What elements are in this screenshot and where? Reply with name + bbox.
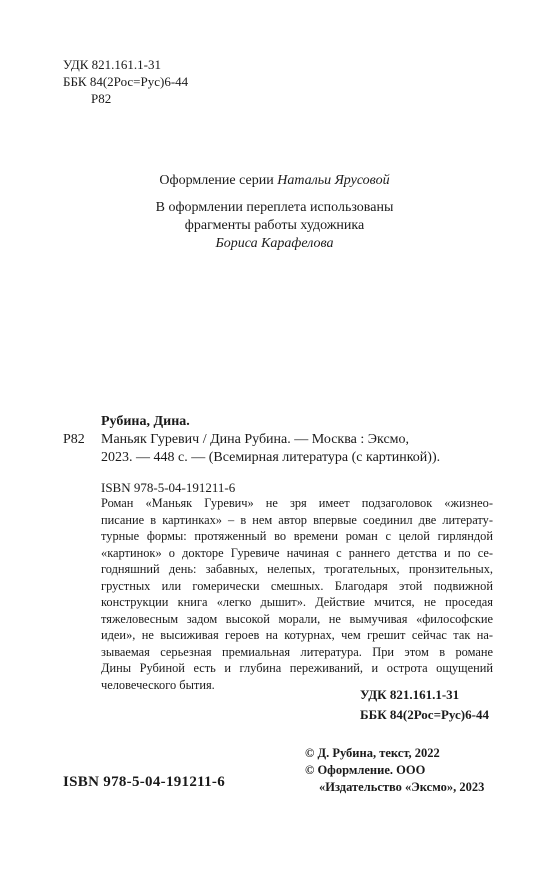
- annotation-line: человеческого бытия.: [101, 677, 215, 692]
- catalog-author: Рубина, Дина.: [101, 414, 190, 429]
- isbn-main: ISBN 978-5-04-191211-6: [63, 774, 226, 790]
- designer-name: Натальи Ярусовой: [277, 173, 390, 188]
- copyright-design-line: © Оформление. ООО: [305, 763, 426, 777]
- annotation-line: «картинок» о докторе Гуревиче начиная с раннего детства и по се-: [101, 545, 493, 560]
- book-annotation: [101, 495, 493, 693]
- catalog-description-row: [63, 431, 493, 449]
- annotation-line: Дины Рубиной есть и глубина переживаний, и острота ощущений: [101, 661, 493, 675]
- catalog-record: [63, 413, 493, 497]
- catalog-description-line-1: Маньяк Гуревич / Дина Рубина. — Москва : Эксмо,: [101, 432, 410, 447]
- annotation-line: грустных или гомерически смешных. Благодаря этой подвижной: [101, 578, 493, 593]
- catalog-code: Р82: [63, 432, 85, 447]
- cover-art-credit: [0, 199, 549, 253]
- annotation-line: турные формы: протяженный во времени роман с целой гирляндой: [101, 529, 493, 543]
- copyright-block: [305, 745, 484, 796]
- cover-credit-line-2: фрагменты работы художника: [184, 218, 365, 233]
- annotation-line: идеи», не высиживая героев на котурнах, чем грешит сейчас так на-: [101, 628, 493, 642]
- copyright-text-line: © Д. Рубина, текст, 2022: [305, 746, 440, 760]
- annotation-line: зываемая серьезная премиальная литература. При этом в романе: [101, 644, 493, 659]
- annotation-line: писание в картинках» – в нем автор впервые соединил две литерату-: [101, 512, 493, 527]
- annotation-line: конструкции книга «легко дышит». Действие мчится, не проседая: [101, 595, 493, 609]
- annotation-line: тяжеловесным задом высокой морали, не вымучивая «философские: [101, 611, 493, 626]
- bottom-classification-codes: [360, 685, 489, 725]
- top-classification-codes: [63, 56, 188, 107]
- series-design-credit: [0, 172, 549, 190]
- design-credit-prefix: Оформление серии: [159, 173, 278, 188]
- artist-name: Бориса Карафелова: [215, 236, 334, 251]
- copyright-publisher-line: «Издательство «Эксмо», 2023: [319, 780, 485, 794]
- udk-code: УДК 821.161.1-31: [63, 57, 162, 72]
- cover-credit-line-1: В оформлении переплета использованы: [155, 200, 394, 215]
- author-index-code: Р82: [91, 91, 112, 106]
- annotation-line: Роман «Маньяк Гуревич» не зря имеет подзаголовок «жизнео-: [101, 496, 493, 510]
- catalog-isbn: ISBN 978-5-04-191211-6: [101, 480, 236, 495]
- bbk-code: ББК 84(2Рос=Рус)6-44: [63, 74, 189, 89]
- udk-code: УДК 821.161.1-31: [360, 687, 460, 702]
- annotation-line: годняшний день: забавных, нелепых, трогательных, пронзительных,: [101, 562, 493, 576]
- catalog-description-line-2: 2023. — 448 с. — (Всемирная литература (с картинкой)).: [101, 450, 441, 465]
- bbk-code: ББК 84(2Рос=Рус)6-44: [360, 707, 489, 722]
